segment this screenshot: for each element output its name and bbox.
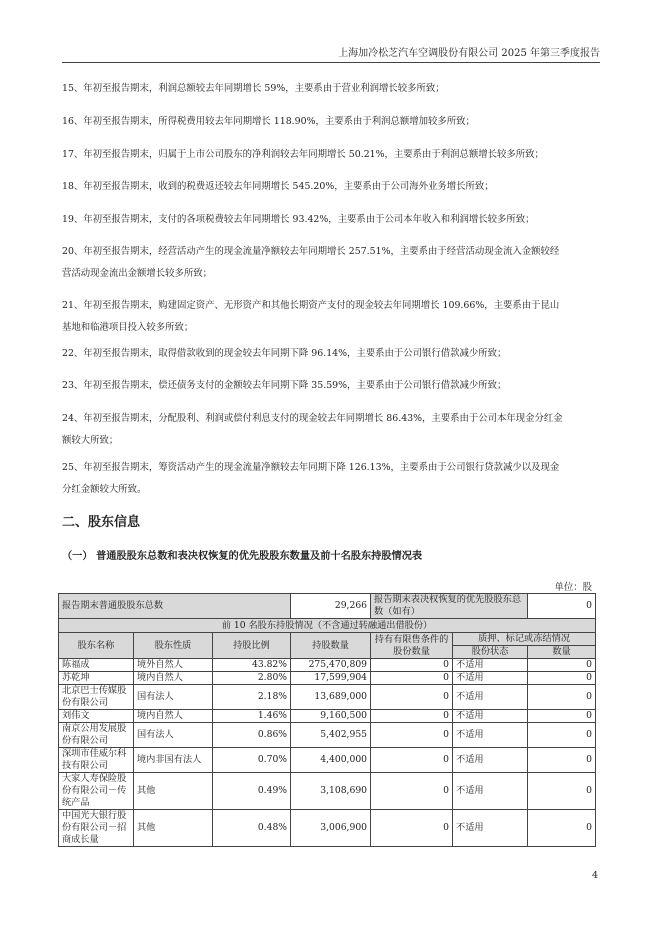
common-holders-value: 29,266	[291, 594, 371, 619]
note-line: 23、年初至报告期末，偿还债务支付的金额较去年同期下降 35.59%，主要系由于公司银行借款减少所致；	[62, 380, 507, 391]
table-row	[59, 723, 596, 748]
restricted-shares: 0	[371, 748, 453, 773]
holding-quantity: 5,402,955	[291, 723, 371, 748]
share-status: 不适用	[453, 748, 528, 773]
shareholder-name: 苏乾坤	[59, 672, 134, 685]
note-line: 17、年初至报告期末，归属于上市公司股东的净利润较去年同期增长 50.21%，主要系由于利润总额增长较多所致；	[62, 149, 544, 160]
holding-ratio: 0.49%	[213, 773, 291, 810]
holding-quantity: 9,160,500	[291, 710, 371, 723]
restricted-shares: 0	[371, 659, 453, 672]
col-header-count: 数量	[528, 646, 596, 659]
note-item	[62, 209, 602, 231]
note-line: 16、年初至报告期末，所得税费用较去年同期增长 118.90%，主要系由于利润总额增加较多所致；	[62, 116, 475, 127]
col-header-status: 股份状态	[453, 646, 528, 659]
shareholder-name: 中国光大银行股份有限公司－招商成长量	[59, 810, 134, 847]
note-line: 22、年初至报告期末，取得借款收到的现金较去年同期下降 96.14%，主要系由于公司银行借款减少所致；	[62, 348, 507, 359]
pledge-count: 0	[528, 659, 596, 672]
share-status: 不适用	[453, 685, 528, 710]
shareholder-nature: 其他	[134, 810, 213, 847]
shareholder-name: 北京巴士传媒股份有限公司	[59, 685, 134, 710]
note-line: 额较大所致；	[62, 435, 119, 446]
note-item	[62, 144, 602, 166]
note-line: 营活动现金流出金额增长较多所致；	[62, 268, 213, 279]
note-item	[62, 457, 602, 501]
table-row	[59, 710, 596, 723]
shareholder-name: 南京公用发展股份有限公司	[59, 723, 134, 748]
note-item	[62, 111, 602, 133]
col-header-restricted: 持有有限售条件的股份数量	[371, 633, 453, 659]
restricted-shares: 0	[371, 685, 453, 710]
top10-title-row	[59, 619, 596, 633]
restricted-shares: 0	[371, 672, 453, 685]
shareholder-nature: 境内非国有法人	[134, 748, 213, 773]
col-header-nature: 股东性质	[134, 633, 213, 659]
shareholder-table	[58, 593, 596, 847]
note-line: 24、年初至报告期末，分配股利、利润或偿付利息支付的现金较去年同期增长 86.43%，主要系由于公司本年现金分红金	[62, 413, 563, 424]
top10-title: 前 10 名股东持股情况（不含通过转融通出借股份）	[59, 619, 596, 633]
page-header	[62, 44, 600, 63]
summary-row	[59, 594, 596, 619]
shareholder-nature: 境外自然人	[134, 659, 213, 672]
restricted-shares: 0	[371, 773, 453, 810]
section-title: 二、股东信息	[62, 515, 141, 530]
note-item	[62, 78, 602, 100]
shareholder-nature: 国有法人	[134, 685, 213, 710]
common-holders-label: 报告期末普通股股东总数	[59, 594, 291, 619]
holding-ratio: 2.18%	[213, 685, 291, 710]
table-row	[59, 659, 596, 672]
holding-ratio: 0.70%	[213, 748, 291, 773]
pledge-count: 0	[528, 710, 596, 723]
table-row	[59, 810, 596, 847]
note-line: 21、年初至报告期末，购建固定资产、无形资产和其他长期资产支付的现金较去年同期增长 109.66%，主要系由于昆山	[62, 300, 560, 311]
shareholder-nature: 境内自然人	[134, 672, 213, 685]
shareholder-name: 深圳市佳威尔科技有限公司	[59, 748, 134, 773]
col-header-pledge-group: 质押、标记或冻结情况	[453, 633, 596, 646]
note-line: 分红金额较大所致。	[62, 484, 147, 495]
share-status: 不适用	[453, 810, 528, 847]
shareholder-name: 大家人寿保险股份有限公司－传统产品	[59, 773, 134, 810]
share-status: 不适用	[453, 773, 528, 810]
note-item	[62, 176, 602, 198]
holding-quantity: 3,006,900	[291, 810, 371, 847]
pledge-count: 0	[528, 672, 596, 685]
shareholder-rows	[59, 659, 596, 847]
pledge-count: 0	[528, 748, 596, 773]
restricted-shares: 0	[371, 710, 453, 723]
share-status: 不适用	[453, 723, 528, 748]
note-line: 基地和临港项目投入较多所致；	[62, 322, 194, 333]
holding-quantity: 275,470,809	[291, 659, 371, 672]
col-header-name: 股东名称	[59, 633, 134, 659]
restricted-shares: 0	[371, 810, 453, 847]
preferred-holders-value: 0	[528, 594, 596, 619]
note-line: 19、年初至报告期末，支付的各项税费较去年同期增长 93.42%，主要系由于公司本年收入和利润增长较多所致；	[62, 214, 535, 225]
holding-ratio: 0.86%	[213, 723, 291, 748]
table-row	[59, 748, 596, 773]
holding-quantity: 3,108,690	[291, 773, 371, 810]
holding-ratio: 43.82%	[213, 659, 291, 672]
shareholder-nature: 境内自然人	[134, 710, 213, 723]
column-header-row	[59, 633, 596, 646]
pledge-count: 0	[528, 685, 596, 710]
shareholder-name: 刘伟文	[59, 710, 134, 723]
shareholder-nature: 其他	[134, 773, 213, 810]
note-item	[62, 375, 602, 397]
pledge-count: 0	[528, 723, 596, 748]
share-status: 不适用	[453, 659, 528, 672]
holding-quantity: 13,689,000	[291, 685, 371, 710]
header-title: 上海加冷松芝汽车空调股份有限公司 2025 年第三季度报告	[338, 48, 600, 59]
share-status: 不适用	[453, 672, 528, 685]
table-row	[59, 773, 596, 810]
holding-ratio: 0.48%	[213, 810, 291, 847]
pledge-count: 0	[528, 773, 596, 810]
note-line: 20、年初至报告期末，经营活动产生的现金流量净额较去年同期增长 257.51%，主要系由于经营活动现金流入金额较经	[62, 246, 560, 257]
shareholder-name: 陈福成	[59, 659, 134, 672]
pledge-count: 0	[528, 810, 596, 847]
holding-quantity: 4,400,000	[291, 748, 371, 773]
unit-label: 单位：股	[554, 582, 592, 593]
note-line: 15、年初至报告期末，利润总额较去年同期增长 59%，主要系由于营业利润增长较多所致；	[62, 83, 445, 94]
note-line: 18、年初至报告期末，收到的税费返还较去年同期增长 545.20%，主要系由于公司海外业务增长所致；	[62, 181, 494, 192]
holding-ratio: 2.80%	[213, 672, 291, 685]
table-row	[59, 672, 596, 685]
page-number: 4	[591, 870, 598, 881]
table-row	[59, 685, 596, 710]
note-item	[62, 343, 602, 365]
note-item	[62, 408, 602, 452]
share-status: 不适用	[453, 710, 528, 723]
note-line: 25、年初至报告期末，筹资活动产生的现金流量净额较去年同期下降 126.13%，主要系由于公司银行贷款减少以及现金	[62, 462, 560, 473]
col-header-quantity: 持股数量	[291, 633, 371, 659]
holding-quantity: 17,599,904	[291, 672, 371, 685]
shareholder-nature: 国有法人	[134, 723, 213, 748]
note-item	[62, 295, 602, 339]
restricted-shares: 0	[371, 723, 453, 748]
note-item	[62, 241, 602, 285]
preferred-holders-label: 报告期末表决权恢复的优先股股东总数（如有）	[371, 594, 528, 619]
col-header-ratio: 持股比例	[213, 633, 291, 659]
holding-ratio: 1.46%	[213, 710, 291, 723]
subsection-title: （一） 普通股股东总数和表决权恢复的优先股股东数量及前十名股东持股情况表	[62, 551, 423, 562]
